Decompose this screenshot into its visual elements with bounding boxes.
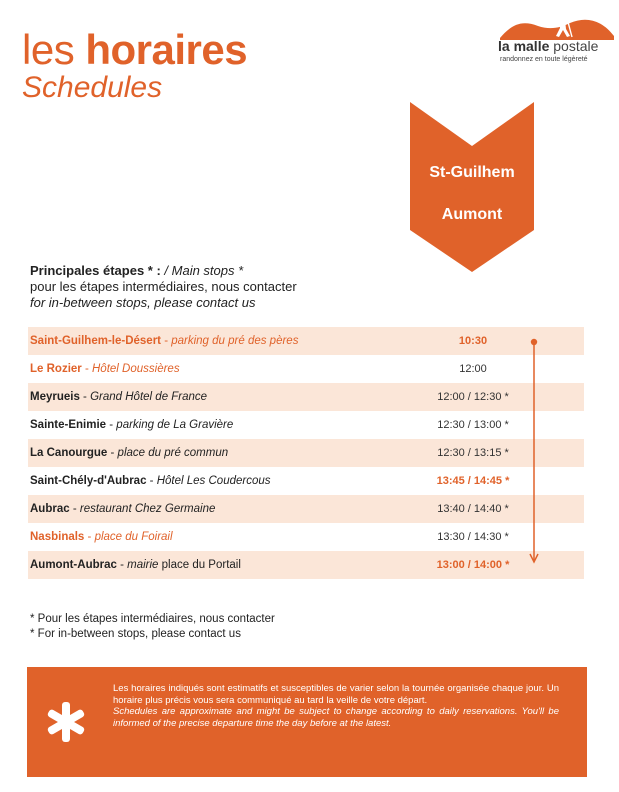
stop-cell [28, 391, 207, 403]
stop-separator: - [146, 475, 157, 487]
stop-place: Hôtel Doussières [92, 363, 180, 375]
stop-name: Aumont-Aubrac [30, 559, 117, 571]
stop-name: Le Rozier [30, 363, 82, 375]
stop-place: restaurant Chez Germaine [79, 503, 216, 515]
title-light: les [22, 26, 86, 73]
departure-time: 13:30 / 14:30 * [437, 531, 509, 543]
table-row [28, 411, 584, 439]
intro-label-en: / Main stops * [164, 263, 244, 278]
page-title-block [22, 28, 247, 104]
stop-cell [28, 335, 298, 347]
notice-text-en: Schedules are approximate and might be subject to change according to daily reservations. You'll be informed of the precise departure time the day before at the latest. [113, 706, 559, 729]
chevron-down-arrow-icon [410, 102, 534, 274]
stop-name: Aubrac [30, 503, 70, 515]
logo-tagline: randonnez en toute légèreté [500, 56, 588, 63]
schedule-table [28, 327, 584, 579]
asterisk-icon [45, 701, 87, 743]
table-row [28, 551, 584, 579]
stop-separator: - [79, 391, 91, 403]
departure-time: 12:30 / 13:15 * [437, 447, 509, 459]
stop-cell [28, 503, 215, 515]
table-row [28, 523, 584, 551]
stop-name: Saint-Chély-d'Aubrac [30, 475, 147, 487]
stop-place-extra: place du Portail [158, 559, 241, 571]
stop-name: Saint-Guilhem-le-Désert [30, 335, 161, 347]
intro-line-2: pour les étapes intermédiaires, nous contacter [30, 279, 297, 294]
logo-name-light: postale [549, 38, 599, 54]
departure-time: 12:00 [459, 363, 487, 375]
stop-place: Grand Hôtel de France [90, 391, 208, 403]
departure-time: 10:30 [458, 335, 488, 347]
stop-name: Nasbinals [30, 531, 85, 543]
stop-cell [28, 419, 233, 431]
stop-cell [28, 531, 173, 543]
table-row [28, 439, 584, 467]
stop-cell [28, 475, 271, 487]
stop-separator: - [81, 363, 92, 375]
stop-place: parking du pré des pères [171, 335, 299, 347]
stop-separator: - [106, 419, 117, 431]
notice-box [27, 667, 587, 777]
title-bold: horaires [85, 26, 248, 73]
departure-time: 13:00 / 14:00 * [436, 559, 510, 571]
table-row [28, 467, 584, 495]
stop-name: La Canourgue [30, 447, 108, 459]
notice-text-fr: Les horaires indiqués sont estimatifs et susceptibles de varier selon la tournée organisée chaque jour. Un horaire plus précis vous sera communiqué au tard la veille de votre départ. [113, 683, 559, 706]
stop-cell [28, 559, 241, 571]
table-row [28, 355, 584, 383]
stops-intro [30, 263, 297, 311]
page-title [22, 28, 247, 72]
table-row [28, 327, 584, 355]
stop-place: Hôtel Les Coudercous [156, 475, 271, 487]
footnote-en: * For in-between stops, please contact us [30, 628, 241, 640]
timeline-arrow-icon [528, 334, 540, 570]
stop-place: parking de La Gravière [116, 419, 234, 431]
stop-place: place du pré commun [117, 447, 229, 459]
footnotes [30, 612, 275, 642]
stop-cell [28, 363, 180, 375]
stop-name: Meyrueis [30, 391, 80, 403]
stop-separator: - [161, 335, 172, 347]
departure-time: 13:40 / 14:40 * [437, 503, 509, 515]
departure-time: 12:00 / 12:30 * [437, 391, 509, 403]
stop-place: mairie [127, 559, 159, 571]
logo-name [498, 38, 598, 54]
intro-line-3 [30, 295, 297, 311]
footnote-fr: * Pour les étapes intermédiaires, nous contacter [30, 613, 275, 625]
table-row [28, 495, 584, 523]
table-row [28, 383, 584, 411]
departure-time: 12:30 / 13:00 * [437, 419, 509, 431]
intro-line-3-text: for in-between stops, please contact us [30, 295, 256, 310]
stop-separator: - [107, 447, 118, 459]
route-arrow [410, 102, 534, 274]
hiker-mountain-icon [498, 14, 616, 40]
intro-line-1 [30, 263, 297, 279]
stop-cell [28, 447, 228, 459]
departure-time: 13:45 / 14:45 * [436, 475, 510, 487]
stop-separator: - [84, 531, 95, 543]
stop-name: Sainte-Enimie [30, 419, 107, 431]
page-subtitle: Schedules [22, 71, 163, 104]
brand-logo [498, 14, 616, 70]
stop-separator: - [116, 559, 128, 571]
stop-place: place du Foirail [94, 531, 173, 543]
stop-separator: - [69, 503, 80, 515]
notice-text [113, 683, 559, 729]
route-to: Aumont [441, 206, 503, 223]
logo-name-bold: la malle [498, 38, 550, 54]
route-from: St-Guilhem [429, 164, 515, 181]
intro-label-fr: Principales étapes * : [30, 263, 165, 278]
